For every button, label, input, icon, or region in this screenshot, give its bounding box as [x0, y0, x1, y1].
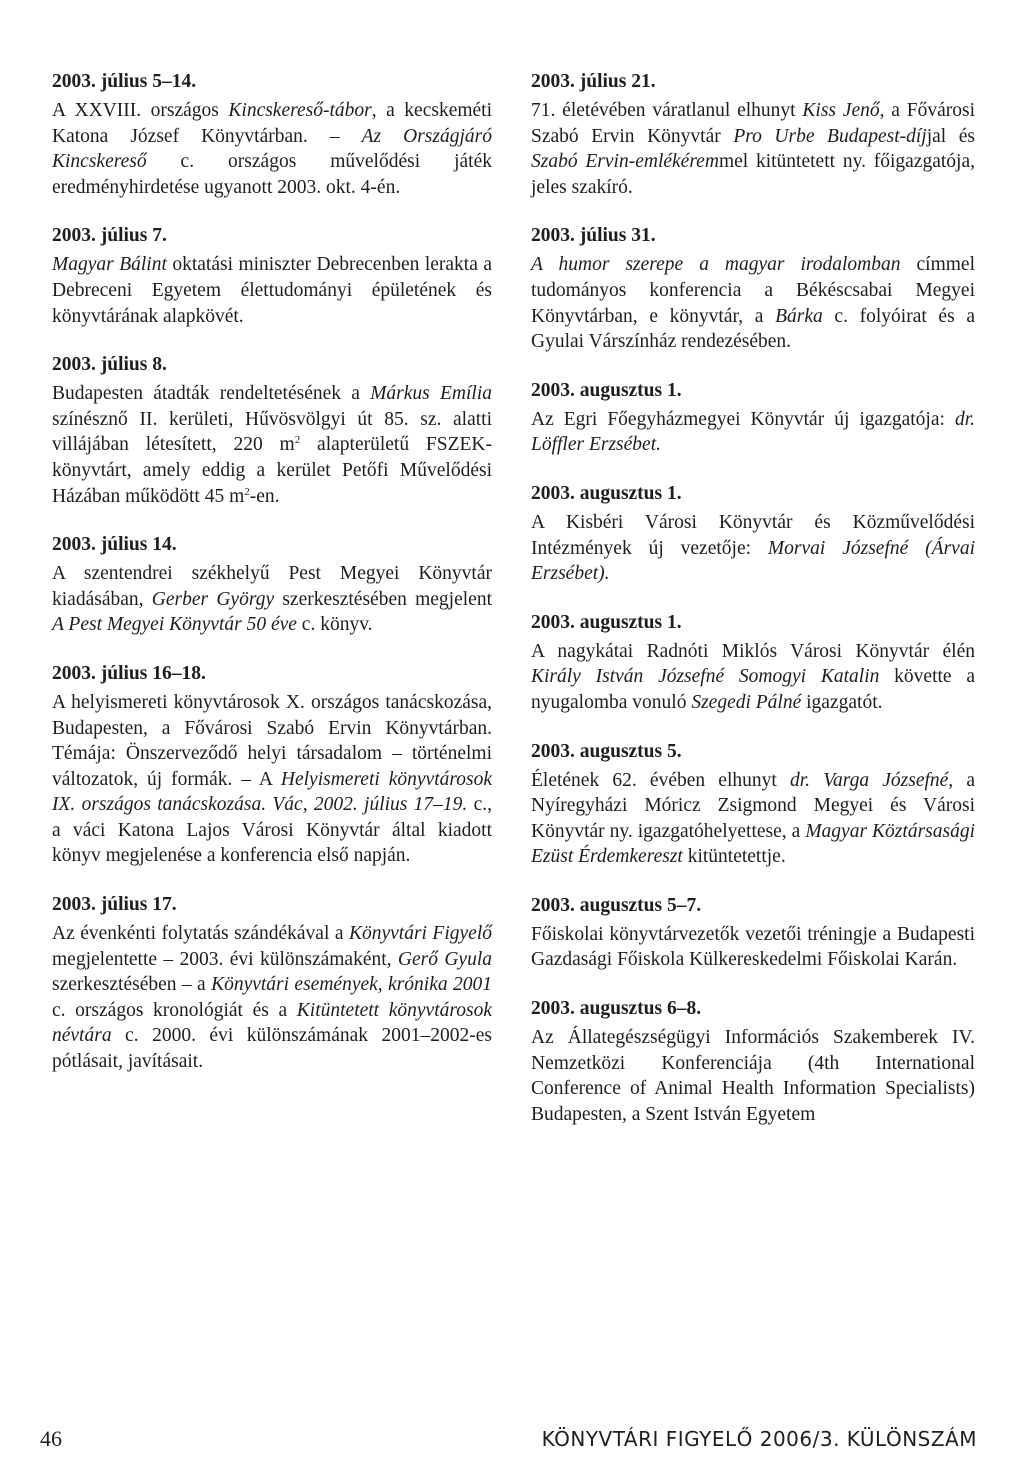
left-column: [52, 70, 492, 1099]
entry-text: A szentendrei székhelyű Pest Megyei Könyvtár kiadásában, Gerber György szerkesztésében megjelent A Pest Megyei Könyvtár 50 éve c. könyv.: [52, 563, 492, 636]
chronicle-entry: [52, 353, 492, 509]
chronicle-entry: [52, 893, 492, 1075]
entry-date: 2003. augusztus 6–8.: [531, 998, 702, 1020]
entry-text: A helyismereti könyvtárosok X. országos tanácskozása, Budapesten, a Fővárosi Szabó Ervin Könyvtárban. Témája: Önszerveződő helyi társadalom – történelmi változatok, új formák. – A Helyismereti könyvtárosok IX. országos tanácskozása. Vác, 2002. július 17–19. c., a váci Katona Lajos Városi Könyvtár által kiadott könyv megjelenése a konferencia első napján.: [52, 691, 492, 867]
entry-date: 2003. július 31.: [531, 225, 656, 247]
chronicle-entry: [531, 70, 975, 200]
chronicle-entry: [531, 997, 975, 1127]
chronicle-entry: [52, 224, 492, 329]
chronicle-entry: [52, 662, 492, 869]
entry-text: 71. életévében váratlanul elhunyt Kiss Jenő, a Fővárosi Szabó Ervin Könyvtár Pro Urbe Budapest-díjjal és Szabó Ervin-emlékéremmel kitüntetett ny. főigazgatója, jeles szakíró.: [531, 100, 975, 198]
entry-text: Főiskolai könyvtárvezetők vezetői tréningje a Budapesti Gazdasági Főiskola Külkereskedelmi Főiskolai Karán.: [531, 923, 975, 971]
chronicle-entry: [531, 482, 975, 587]
entry-date: 2003. július 17.: [52, 894, 177, 916]
chronicle-entry: [52, 70, 492, 200]
entry-date: 2003. augusztus 1.: [531, 379, 682, 401]
entry-text: A humor szerepe a magyar irodalomban címmel tudományos konferencia a Békéscsabai Megyei Könyvtárban, e könyvtár, a Bárka c. folyóirat és a Gyulai Várszínház rendezésében.: [531, 254, 976, 353]
chronicle-entry: [531, 224, 975, 354]
entry-text: Az Egri Főegyházmegyei Könyvtár új igazgatója: dr. Löffler Erzsébet.: [531, 408, 975, 456]
entry-date: 2003. július 14.: [52, 534, 177, 556]
page-number: 46: [40, 1426, 62, 1451]
entry-date: 2003. július 8.: [52, 354, 167, 376]
chronicle-entry: [531, 740, 975, 870]
entry-date: 2003. augusztus 1.: [531, 611, 682, 633]
entry-date: 2003. július 5–14.: [52, 71, 197, 92]
entry-text: A XXVIII. országos Kincskereső-tábor, a kecskeméti Katona József Könyvtárban. – Az Országjáró Kincskereső c. országos művelődési játék eredményhirdetése ugyanott 2003. okt. 4-én.: [52, 100, 493, 198]
right-column: [531, 70, 975, 1151]
chronicle-entry: [52, 533, 492, 638]
entry-text: Magyar Bálint oktatási miniszter Debrecenben lerakta a Debreceni Egyetem élettudományi épületének és könyvtárának alapkövét.: [52, 254, 492, 327]
entry-text: Az Állategészségügyi Információs Szakemberek IV. Nemzetközi Konferenciája (4th International Conference of Animal Health Information Specialists) Budapesten, a Szent István Egyetem: [531, 1027, 975, 1125]
entry-date: 2003. augusztus 5.: [531, 740, 682, 762]
entry-text: A nagykátai Radnóti Miklós Városi Könyvtár élén Király István Józsefné Somogyi Katalin követte a nyugalomba vonuló Szegedi Pálné igazgatót.: [531, 640, 975, 713]
chronicle-entry: [531, 894, 975, 973]
entry-date: 2003. július 16–18.: [52, 662, 206, 684]
chronicle-entry: [531, 379, 975, 458]
entry-text: Életének 62. évében elhunyt dr. Varga Józsefné, a Nyíregyházi Móricz Zsigmond Megyei és Városi Könyvtár ny. igazgatóhelyettese, a Magyar Köztársasági Ezüst Érdemkereszt kitüntetettje.: [531, 769, 976, 868]
entry-date: 2003. július 21.: [531, 71, 656, 92]
entry-text: Budapesten átadták rendeltetésének a Márkus Emília színésznő II. kerületi, Hűvösvölgyi út 85. sz. alatti villájában létesített, 220 $m^2$ alapterületű FSZEK-könyvtárt, amely eddig a kerület Petőfi Művelődési Házában működött 45 $m^2-en$.: [52, 383, 493, 507]
chronicle-entry: [531, 611, 975, 716]
entry-text: Az évenkénti folytatás szándékával a Könyvtári Figyelő megjelentette – 2003. évi különszámaként, Gerő Gyula szerkesztésében – a Könyvtári események, krónika 2001 c. országos kronológiát és a Kitüntetett könyvtárosok névtára c. 2000. évi különszámának 2001–2002-es pótlásait, javításait.: [52, 923, 492, 1073]
journal-title: KÖNYVTÁRI FIGYELŐ 2006/3. KÜLÖNSZÁM: [541, 1427, 977, 1451]
entry-date: 2003. július 7.: [52, 225, 167, 247]
entry-date: 2003. augusztus 5–7.: [531, 894, 702, 916]
entry-text: A Kisbéri Városi Könyvtár és Közművelődési Intézmények új vezetője: Morvai Józsefné (Árvai Erzsébet).: [531, 511, 975, 585]
entry-date: 2003. augusztus 1.: [531, 482, 682, 504]
